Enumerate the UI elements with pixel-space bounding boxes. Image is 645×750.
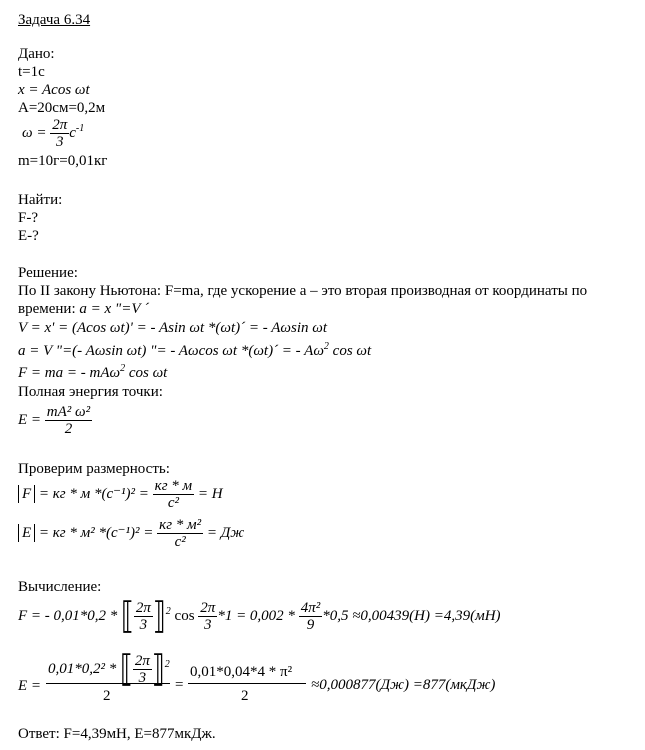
calc-force-lhs: F = - 0,01*0,2 * — [18, 607, 118, 624]
dimension-force-result: = H — [197, 485, 223, 502]
calc-heading: Вычисление: — [18, 579, 102, 595]
dimension-force — [18, 478, 223, 511]
omega-unit-exponent: -1 — [75, 122, 85, 134]
calc-force-fraction-3 — [299, 600, 323, 633]
calc-energy-fraction-bar — [46, 683, 170, 684]
force-eq-exp: 2 — [120, 363, 126, 374]
velocity-equation: V = xʹ = (Acos ωt)ʹ = - Asin ωt *(ωt)´ = - Aωsin ωt — [18, 320, 327, 336]
acceleration-eq-main: a = V ʺ=(- Aωsin ωt) ʺ= - Aωcos ωt *(ωt)´ = - Aω — [18, 343, 324, 359]
energy-numerator: mA² ω² — [46, 404, 91, 420]
dimension-force-rhs: = кг * м *(c⁻¹)² = — [38, 485, 149, 502]
calc-force-fraction-2 — [198, 600, 217, 633]
calc-force-frac3-num: 4π² — [300, 600, 321, 616]
given-amplitude: А=20см=0,2м — [18, 100, 106, 116]
acceleration-equation — [18, 343, 371, 360]
calc-energy-num-fraction — [133, 653, 152, 686]
calc-energy-denominator-2: 2 — [241, 688, 249, 704]
acceleration-derivative: a = x ʺ=V ´ — [79, 301, 149, 317]
solution-text-line2 — [18, 301, 149, 318]
omega-numerator: 2π — [52, 117, 68, 133]
calc-energy-num-frac-num: 2π — [134, 653, 150, 669]
omega-unit: c — [69, 124, 76, 141]
energy-lhs: E = — [18, 411, 42, 428]
given-x-equation: x = Acos ωt — [18, 82, 90, 98]
dimension-energy — [18, 517, 244, 550]
dimension-force-numerator: кг * м — [154, 478, 193, 494]
calc-force-mid2: *1 = 0,002 * — [217, 607, 295, 624]
calc-energy-equals: = — [175, 677, 184, 693]
given-mass: m=10г=0,01кг — [18, 153, 108, 169]
calc-energy-num-prefix: 0,01*0,2² * — [48, 660, 117, 677]
solution-text-time: времени: — [18, 301, 76, 317]
dimension-energy-denominator: c² — [174, 534, 186, 550]
calc-energy-num-frac-den: 3 — [138, 670, 147, 686]
calc-force-exp: 2 — [165, 605, 171, 617]
calc-force-frac-den: 3 — [139, 617, 148, 633]
omega-fraction — [50, 117, 69, 150]
dimension-energy-rhs: = кг * м² *(c⁻¹)² = — [38, 524, 154, 541]
given-heading: Дано: — [18, 46, 55, 62]
problem-title: Задача 6.34 — [18, 12, 91, 28]
given-omega — [22, 117, 84, 150]
energy-denominator: 2 — [64, 421, 73, 437]
solution-text-line1: По II закону Ньютона: F=ma, где ускорение а – это вторая производная от координаты по — [18, 283, 588, 299]
dimension-heading: Проверим размерность: — [18, 461, 170, 477]
calc-force-frac2-den: 3 — [204, 617, 212, 633]
calc-force-tail: *0,5 ≈0,00439(Н) =4,39(мН) — [322, 607, 501, 624]
calc-force-frac2-num: 2π — [200, 600, 216, 616]
omega-denominator: 3 — [55, 134, 64, 150]
calc-energy-numerator-2: 0,01*0,04*4 * π² — [190, 664, 293, 680]
given-t: t=1c — [18, 64, 45, 80]
dimension-force-fraction — [153, 478, 194, 511]
dimension-energy-lhs: E — [18, 524, 35, 542]
find-item-energy: E-? — [18, 228, 39, 244]
solution-heading: Решение: — [18, 265, 78, 281]
dimension-energy-fraction — [157, 517, 203, 550]
acceleration-eq-exp: 2 — [323, 341, 329, 352]
right-bracket-icon: ⟧ — [151, 648, 165, 690]
calc-energy-fraction-bar-2 — [188, 683, 306, 684]
force-eq-tail: cos ωt — [125, 365, 168, 381]
omega-lhs: ω = — [22, 124, 47, 141]
calc-energy-numerator — [48, 648, 170, 690]
calc-force — [18, 595, 501, 637]
calc-force-fraction — [134, 600, 153, 633]
dimension-force-lhs: F — [18, 485, 35, 503]
calc-force-cos: cos — [174, 607, 195, 624]
dimension-energy-numerator: кг * м² — [159, 517, 202, 533]
dimension-force-denominator: c² — [167, 495, 179, 511]
calc-force-frac3-den: 9 — [306, 617, 315, 633]
left-bracket-icon: ⟦ — [120, 648, 133, 690]
energy-fraction — [45, 404, 92, 437]
calc-energy-num-exp: 2 — [164, 658, 170, 670]
right-bracket-icon: ⟧ — [152, 595, 166, 637]
calc-energy-denominator: 2 — [103, 688, 111, 704]
answer-text: Ответ: F=4,39мН, Е=877мкДж. — [18, 726, 216, 742]
acceleration-eq-tail: cos ωt — [328, 343, 372, 359]
force-eq-main: F = ma = - mAω — [18, 365, 121, 381]
left-bracket-icon: ⟦ — [121, 595, 134, 637]
energy-heading: Полная энергия точки: — [18, 384, 163, 400]
energy-formula — [18, 404, 92, 437]
calc-energy-lhs: E = — [18, 678, 42, 694]
find-item-force: F-? — [18, 210, 38, 226]
calc-force-frac-num: 2π — [135, 600, 151, 616]
dimension-energy-result: = Дж — [206, 524, 245, 541]
calc-energy-tail: ≈0,000877(Дж) =877(мкДж) — [311, 677, 496, 693]
find-heading: Найти: — [18, 192, 63, 208]
force-equation — [18, 365, 167, 382]
